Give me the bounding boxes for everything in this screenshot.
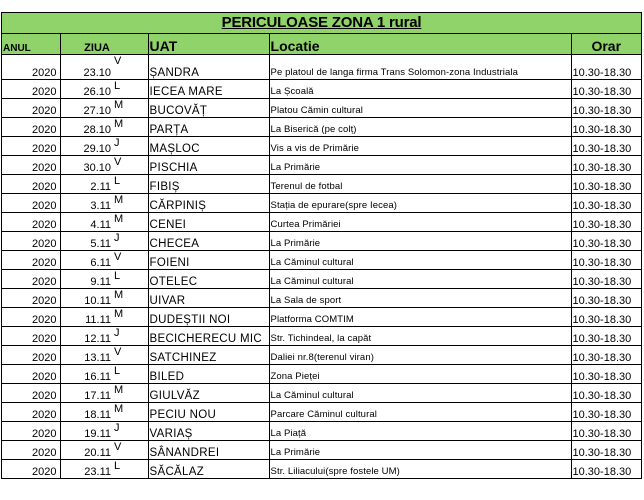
weekday-cell: M	[113, 403, 148, 422]
uat-cell: GIULVĂZ	[148, 384, 269, 403]
uat-cell: SĂCĂLAZ	[148, 460, 269, 479]
date-cell: 11.11	[60, 308, 113, 327]
date-cell: 4.11	[60, 213, 113, 232]
year-cell: 2020	[2, 175, 60, 194]
uat-cell: IECEA MARE	[148, 80, 269, 99]
table-row	[2, 308, 641, 327]
date-cell: 3.11	[60, 194, 113, 213]
schedule-cell: 10.30-18.30	[571, 308, 641, 327]
schedule-table	[2, 34, 641, 479]
uat-cell: FIBIȘ	[148, 175, 269, 194]
location-cell: La Biserică (pe colț)	[269, 118, 571, 137]
date-cell: 5.11	[60, 232, 113, 251]
date-cell: 9.11	[60, 270, 113, 289]
table-row	[2, 137, 641, 156]
location-cell: Str. Tichindeal, la capăt	[269, 327, 571, 346]
schedule-cell: 10.30-18.30	[571, 422, 641, 441]
uat-cell: BECICHERECU MIC	[148, 327, 269, 346]
year-cell: 2020	[2, 232, 60, 251]
year-cell: 2020	[2, 118, 60, 137]
schedule-cell: 10.30-18.30	[571, 251, 641, 270]
location-cell: Platou Cămin cultural	[269, 99, 571, 118]
date-cell: 29.10	[60, 137, 113, 156]
spreadsheet	[1, 12, 642, 479]
uat-cell: CENEI	[148, 213, 269, 232]
schedule-cell: 10.30-18.30	[571, 156, 641, 175]
weekday-cell: V	[113, 346, 148, 365]
date-cell: 20.11	[60, 441, 113, 460]
uat-cell: SÂNANDREI	[148, 441, 269, 460]
uat-cell: CHECEA	[148, 232, 269, 251]
date-cell: 30.10	[60, 156, 113, 175]
weekday-cell: V	[113, 156, 148, 175]
uat-cell: BUCOVĂȚ	[148, 99, 269, 118]
date-cell: 17.11	[60, 384, 113, 403]
table-row	[2, 80, 641, 99]
weekday-cell: M	[113, 308, 148, 327]
header-uat: UAT	[148, 34, 269, 55]
location-cell: Parcare Căminul cultural	[269, 403, 571, 422]
table-row	[2, 232, 641, 251]
date-cell: 16.11	[60, 365, 113, 384]
table-row	[2, 365, 641, 384]
date-cell: 27.10	[60, 99, 113, 118]
table-row	[2, 55, 641, 80]
table-row	[2, 384, 641, 403]
header-ziua: ZIUA	[60, 34, 148, 55]
schedule-cell: 10.30-18.30	[571, 384, 641, 403]
date-cell: 19.11	[60, 422, 113, 441]
uat-cell: DUDEȘTII NOI	[148, 308, 269, 327]
weekday-cell: M	[113, 99, 148, 118]
schedule-cell: 10.30-18.30	[571, 137, 641, 156]
weekday-cell: L	[113, 175, 148, 194]
location-cell: Pe platoul de langa firma Trans Solomon-zona Industriala	[269, 55, 571, 80]
weekday-cell: J	[113, 232, 148, 251]
uat-cell: ȘANDRA	[148, 55, 269, 80]
year-cell: 2020	[2, 270, 60, 289]
schedule-cell: 10.30-18.30	[571, 460, 641, 479]
weekday-cell: M	[113, 289, 148, 308]
uat-cell: VARIAȘ	[148, 422, 269, 441]
location-cell: Str. Liliacului(spre fostele UM)	[269, 460, 571, 479]
schedule-cell: 10.30-18.30	[571, 270, 641, 289]
table-row	[2, 422, 641, 441]
location-cell: La Căminul cultural	[269, 270, 571, 289]
location-cell: La Căminul cultural	[269, 251, 571, 270]
uat-cell: BILED	[148, 365, 269, 384]
schedule-cell: 10.30-18.30	[571, 194, 641, 213]
location-cell: Vis a vis de Primărie	[269, 137, 571, 156]
weekday-cell: L	[113, 80, 148, 99]
schedule-cell: 10.30-18.30	[571, 80, 641, 99]
schedule-cell: 10.30-18.30	[571, 99, 641, 118]
table-row	[2, 270, 641, 289]
header-anul: ANUL	[2, 34, 60, 55]
table-row	[2, 460, 641, 479]
table-row	[2, 213, 641, 232]
location-cell: Stația de epurare(spre Iecea)	[269, 194, 571, 213]
weekday-cell: V	[113, 251, 148, 270]
header-orar: Orar	[571, 34, 641, 55]
date-cell: 26.10	[60, 80, 113, 99]
location-cell: La Primărie	[269, 232, 571, 251]
location-cell: La Sala de sport	[269, 289, 571, 308]
year-cell: 2020	[2, 251, 60, 270]
uat-cell: MAȘLOC	[148, 137, 269, 156]
weekday-cell: M	[113, 384, 148, 403]
year-cell: 2020	[2, 55, 60, 80]
year-cell: 2020	[2, 327, 60, 346]
schedule-cell: 10.30-18.30	[571, 55, 641, 80]
date-cell: 6.11	[60, 251, 113, 270]
uat-cell: SATCHINEZ	[148, 346, 269, 365]
uat-cell: UIVAR	[148, 289, 269, 308]
date-cell: 2.11	[60, 175, 113, 194]
date-cell: 23.10	[60, 55, 113, 80]
year-cell: 2020	[2, 194, 60, 213]
weekday-cell: L	[113, 270, 148, 289]
weekday-cell: L	[113, 365, 148, 384]
year-cell: 2020	[2, 441, 60, 460]
location-cell: La Primărie	[269, 156, 571, 175]
header-row	[2, 34, 641, 55]
year-cell: 2020	[2, 99, 60, 118]
weekday-cell: L	[113, 460, 148, 479]
year-cell: 2020	[2, 365, 60, 384]
year-cell: 2020	[2, 308, 60, 327]
year-cell: 2020	[2, 156, 60, 175]
uat-cell: PISCHIA	[148, 156, 269, 175]
table-row	[2, 194, 641, 213]
sheet-title: PERICULOASE ZONA 1 rural	[2, 13, 641, 34]
table-row	[2, 403, 641, 422]
year-cell: 2020	[2, 460, 60, 479]
uat-cell: PECIU NOU	[148, 403, 269, 422]
year-cell: 2020	[2, 346, 60, 365]
schedule-cell: 10.30-18.30	[571, 365, 641, 384]
schedule-cell: 10.30-18.30	[571, 232, 641, 251]
year-cell: 2020	[2, 422, 60, 441]
table-row	[2, 346, 641, 365]
location-cell: Terenul de fotbal	[269, 175, 571, 194]
schedule-cell: 10.30-18.30	[571, 289, 641, 308]
uat-cell: CĂRPINIȘ	[148, 194, 269, 213]
table-row	[2, 175, 641, 194]
location-cell: Daliei nr.8(terenul viran)	[269, 346, 571, 365]
table-row	[2, 251, 641, 270]
weekday-cell: M	[113, 194, 148, 213]
weekday-cell: M	[113, 213, 148, 232]
weekday-cell: V	[113, 441, 148, 460]
year-cell: 2020	[2, 289, 60, 308]
location-cell: La Școală	[269, 80, 571, 99]
weekday-cell: J	[113, 137, 148, 156]
location-cell: La Piață	[269, 422, 571, 441]
year-cell: 2020	[2, 137, 60, 156]
uat-cell: OTELEC	[148, 270, 269, 289]
weekday-cell: J	[113, 422, 148, 441]
table-row	[2, 118, 641, 137]
year-cell: 2020	[2, 403, 60, 422]
table-row	[2, 289, 641, 308]
year-cell: 2020	[2, 213, 60, 232]
date-cell: 12.11	[60, 327, 113, 346]
date-cell: 18.11	[60, 403, 113, 422]
weekday-cell: M	[113, 118, 148, 137]
table-row	[2, 441, 641, 460]
location-cell: Curtea Primăriei	[269, 213, 571, 232]
table-row	[2, 327, 641, 346]
schedule-cell: 10.30-18.30	[571, 213, 641, 232]
schedule-cell: 10.30-18.30	[571, 175, 641, 194]
schedule-cell: 10.30-18.30	[571, 346, 641, 365]
uat-cell: PARȚA	[148, 118, 269, 137]
weekday-cell: J	[113, 327, 148, 346]
schedule-cell: 10.30-18.30	[571, 327, 641, 346]
schedule-cell: 10.30-18.30	[571, 118, 641, 137]
date-cell: 23.11	[60, 460, 113, 479]
weekday-cell: V	[113, 55, 148, 80]
location-cell: La Căminul cultural	[269, 384, 571, 403]
date-cell: 13.11	[60, 346, 113, 365]
year-cell: 2020	[2, 384, 60, 403]
year-cell: 2020	[2, 80, 60, 99]
date-cell: 10.11	[60, 289, 113, 308]
date-cell: 28.10	[60, 118, 113, 137]
schedule-cell: 10.30-18.30	[571, 403, 641, 422]
location-cell: Zona Pieței	[269, 365, 571, 384]
location-cell: Platforma COMTIM	[269, 308, 571, 327]
table-row	[2, 99, 641, 118]
location-cell: La Primărie	[269, 441, 571, 460]
schedule-cell: 10.30-18.30	[571, 441, 641, 460]
uat-cell: FOIENI	[148, 251, 269, 270]
header-locatie: Locatie	[269, 34, 571, 55]
table-row	[2, 156, 641, 175]
